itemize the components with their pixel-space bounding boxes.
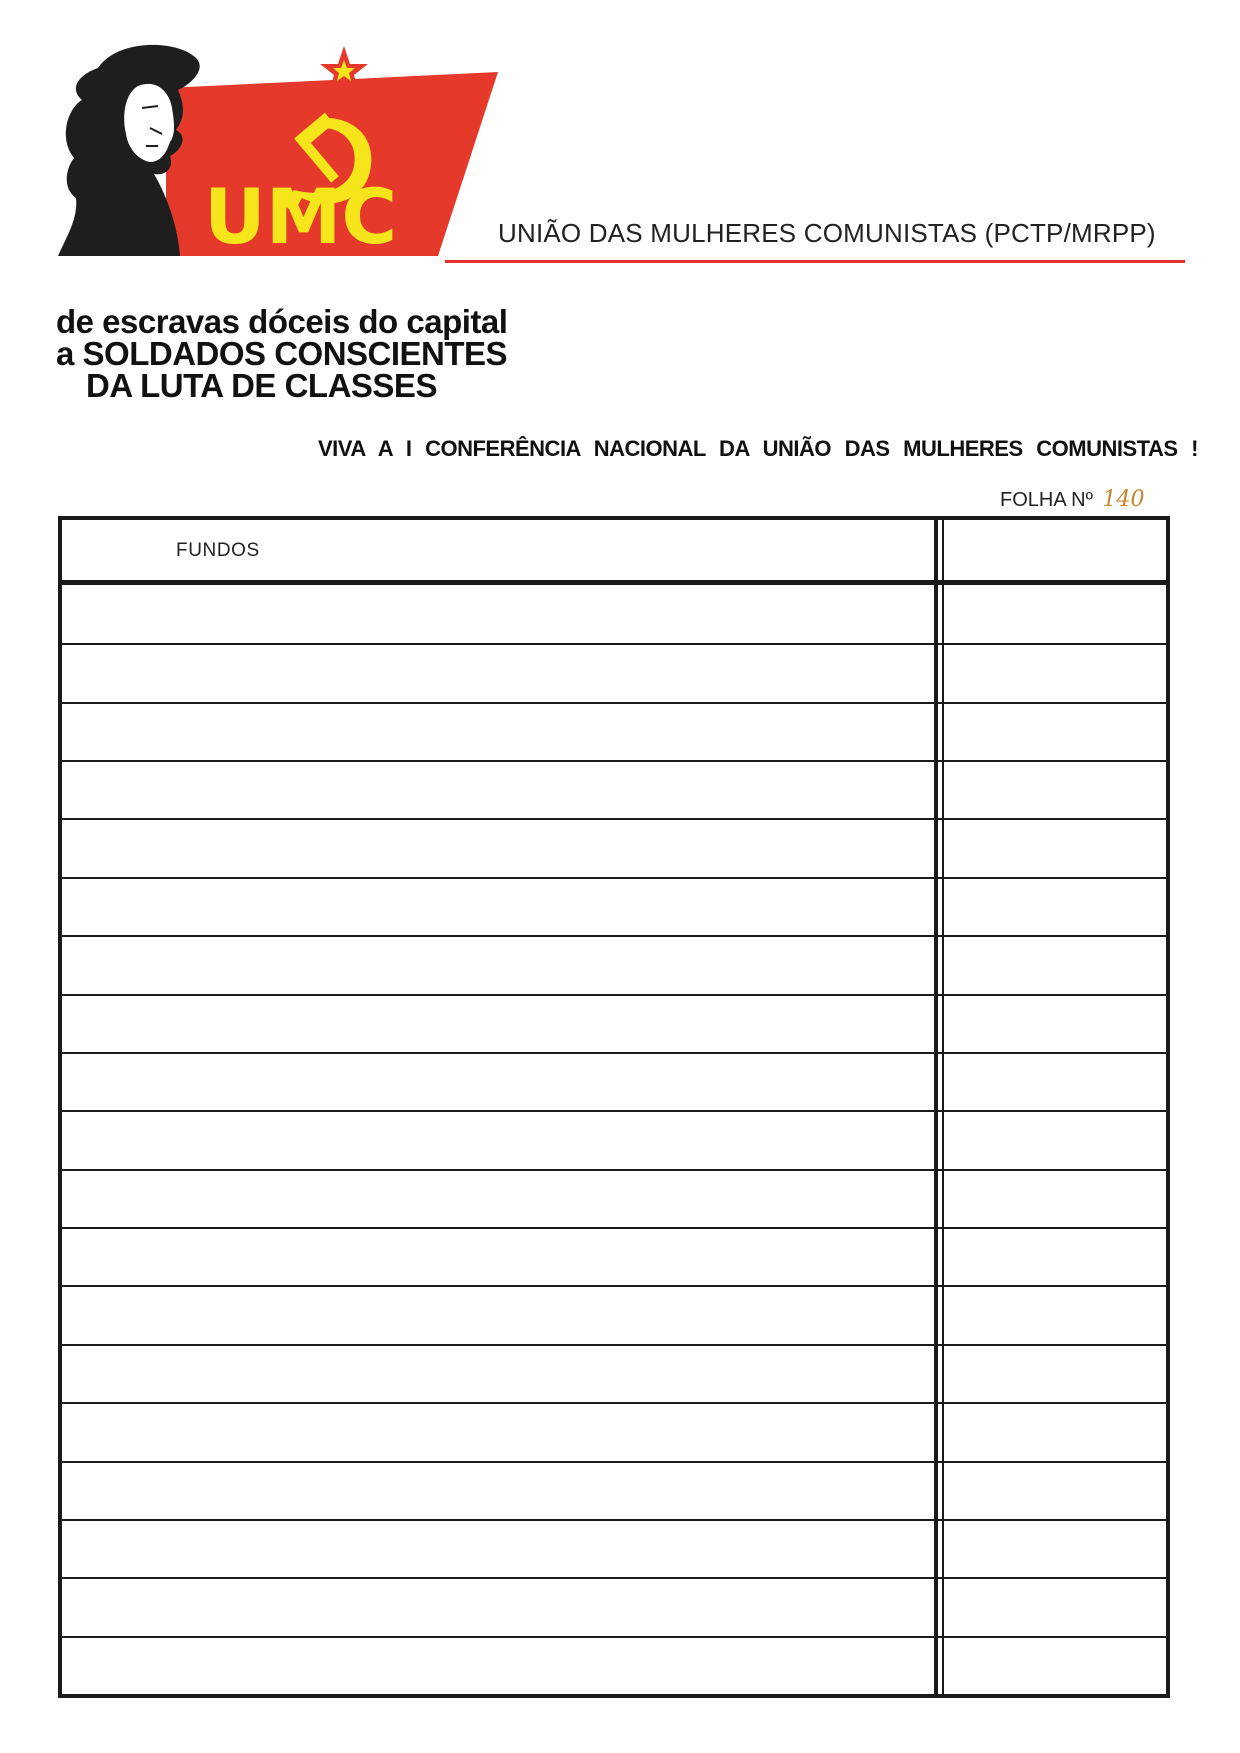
header-divider [445, 260, 1185, 263]
funds-table [58, 516, 1170, 1698]
slogan-line-2: a SOLDADOS CONSCIENTES [56, 335, 508, 372]
slogan [56, 303, 508, 404]
conference-banner: VIVA A I CONFERÊNCIA NACIONAL DA UNIÃO DAS MULHERES COMUNISTAS ! [318, 436, 1198, 461]
table-row-line [62, 1461, 1166, 1463]
table-row-line [62, 1110, 1166, 1112]
table-row-line [62, 1519, 1166, 1521]
logo-text: UMC [204, 172, 398, 260]
table-row-line [62, 643, 1166, 645]
table-row-line [62, 1636, 1166, 1638]
column-divider-inner [942, 520, 944, 1694]
slogan-line-1: de escravas dóceis do capital [56, 303, 508, 340]
sheet-number-label: FOLHA Nº [1000, 489, 1093, 511]
table-row-line [62, 702, 1166, 704]
sheet-number-value: 140 [1102, 487, 1145, 512]
table-header-funds: FUNDOS [176, 540, 260, 561]
table-row-line [62, 1577, 1166, 1579]
table-row-line [62, 1344, 1166, 1346]
umc-logo [58, 38, 500, 260]
table-row-line [62, 1285, 1166, 1287]
table-header-rule [62, 580, 1166, 585]
table-row-line [62, 760, 1166, 762]
table-row-line [62, 818, 1166, 820]
table-row-line [62, 877, 1166, 879]
table-row-line [62, 1052, 1166, 1054]
column-divider [934, 520, 938, 1694]
organization-name: UNIÃO DAS MULHERES COMUNISTAS (PCTP/MRPP) [498, 218, 1156, 248]
sheet-number [1000, 487, 1144, 512]
table-row-line [62, 1169, 1166, 1171]
table-row-line [62, 1227, 1166, 1229]
table-row-line [62, 935, 1166, 937]
slogan-line-3: DA LUTA DE CLASSES [86, 367, 437, 404]
table-row-line [62, 1402, 1166, 1404]
table-row-line [62, 994, 1166, 996]
